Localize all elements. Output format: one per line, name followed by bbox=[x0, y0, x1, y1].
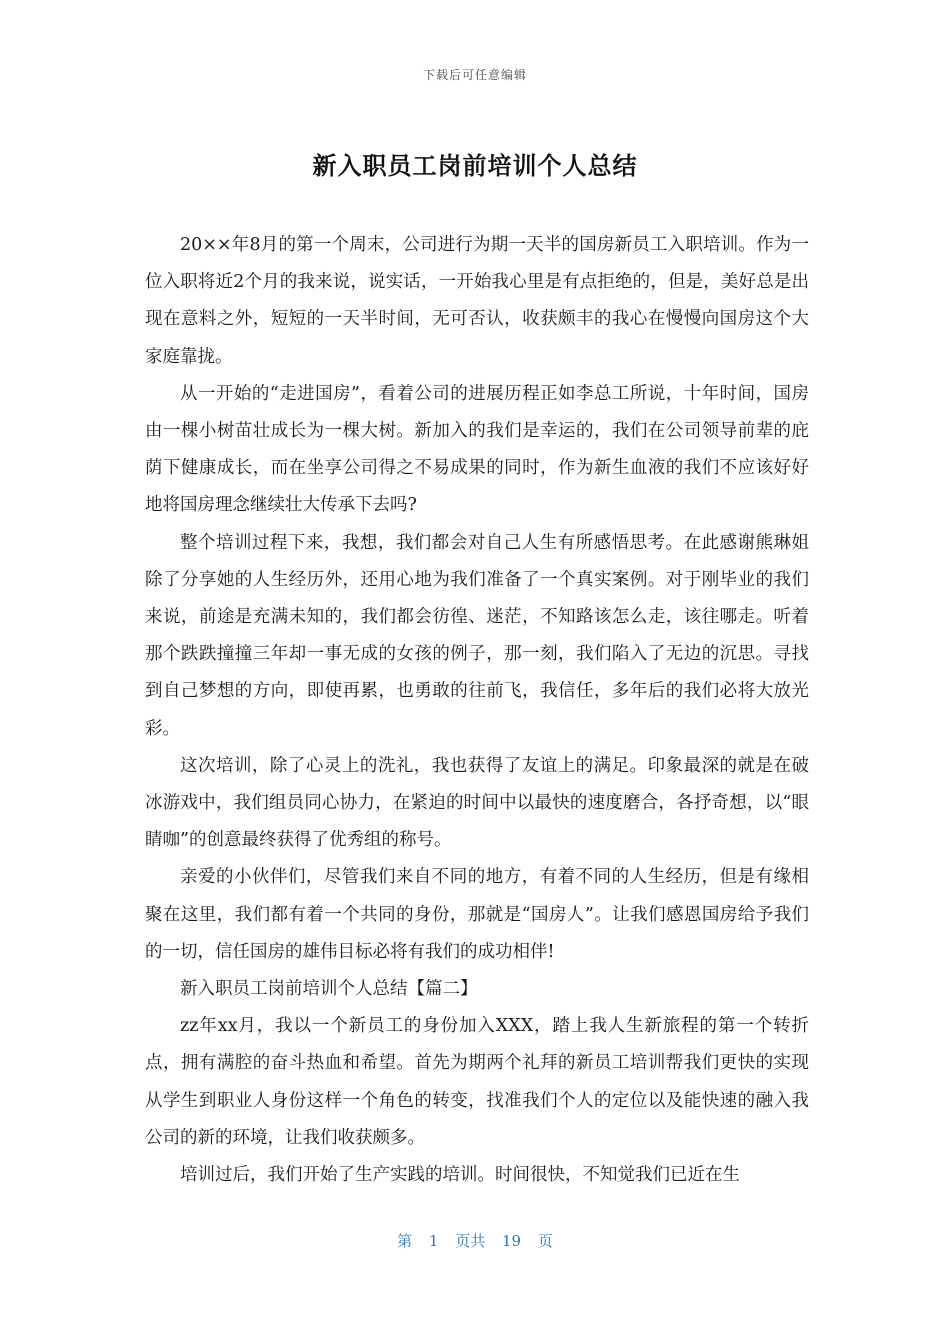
page-footer bbox=[0, 1230, 950, 1251]
paragraph-2: 从一开始的“走进国房”，看着公司的进展历程正如李总工所说，十年时间，国房由一棵小树苗壮成长为一棵大树。新加入的我们是幸运的，我们在公司领导前辈的庇荫下健康成长，而在坐享公司得之不易成果的同时，作为新生血液的我们不应该好好地将国房理念继续壮大传承下去吗? bbox=[145, 383, 809, 516]
section-heading-part-two: 新入职员工岗前培训个人总结【篇二】 bbox=[180, 979, 478, 1000]
footer-current-page: 1 bbox=[428, 1232, 439, 1250]
paragraph-7: 培训过后，我们开始了生产实践的培训。时间很快，不知觉我们已近在生 bbox=[180, 1165, 740, 1186]
paragraph-5: 亲爱的小伙伴们，尽管我们来自不同的地方，有着不同的人生经历，但是有缘相聚在这里，我们都有着一个共同的身份，那就是“国房人”。让我们感恩国房给予我们的一切，信任国房的雄伟目标必将有我们的成功相伴! bbox=[145, 867, 809, 962]
footer-total-pages: 19 bbox=[502, 1232, 522, 1250]
paragraph-3: 整个培训过程下来，我想，我们都会对自己人生有所感悟思考。在此感谢熊琳姐除了分享她的人生经历外，还用心地为我们准备了一个真实案例。对于刚毕业的我们来说，前途是充满未知的，我们都会彷徨、迷茫，不知路该怎么走，该往哪走。听着那个跌跌撞撞三年却一事无成的女孩的例子，那一刻，我们陷入了无边的沉思。寻找到自己梦想的方向，即使再累，也勇敢的往前飞，我信任，多年后的我们必将大放光彩。 bbox=[145, 532, 809, 739]
paragraph-1: 20××年8月的第一个周末，公司进行为期一天半的国房新员工入职培训。作为一位入职将近2个月的我来说，说实话，一开始我心里是有点拒绝的，但是，美好总是出现在意料之外，短短的一天半时间，无可否认，收获颇丰的我心在慢慢向国房这个大家庭靠拢。 bbox=[145, 235, 809, 367]
footer-middle: 页共 bbox=[455, 1232, 486, 1250]
header-note: 下载后可任意编辑 bbox=[422, 68, 527, 82]
document-body bbox=[145, 227, 809, 1194]
footer-prefix: 第 bbox=[397, 1232, 413, 1250]
paragraph-6: zz年xx月，我以一个新员工的身份加入XXX，踏上我人生新旅程的第一个转折点，拥有满腔的奋斗热血和希望。首先为期两个礼拜的新员工培训帮我们更快的实现从学生到职业人身份这样一个角色的转变，找准我们个人的定位以及能快速的融入我公司的新的环境，让我们收获颇多。 bbox=[145, 1016, 809, 1148]
footer-suffix: 页 bbox=[537, 1232, 553, 1250]
paragraph-4: 这次培训，除了心灵上的洗礼，我也获得了友谊上的满足。印象最深的就是在破冰游戏中，我们组员同心协力，在紧迫的时间中以最快的速度磨合，各抒奇想，以“眼睛咖”的创意最终获得了优秀组的称号。 bbox=[145, 755, 809, 851]
document-title: 新入职员工岗前培训个人总结 bbox=[312, 152, 638, 180]
